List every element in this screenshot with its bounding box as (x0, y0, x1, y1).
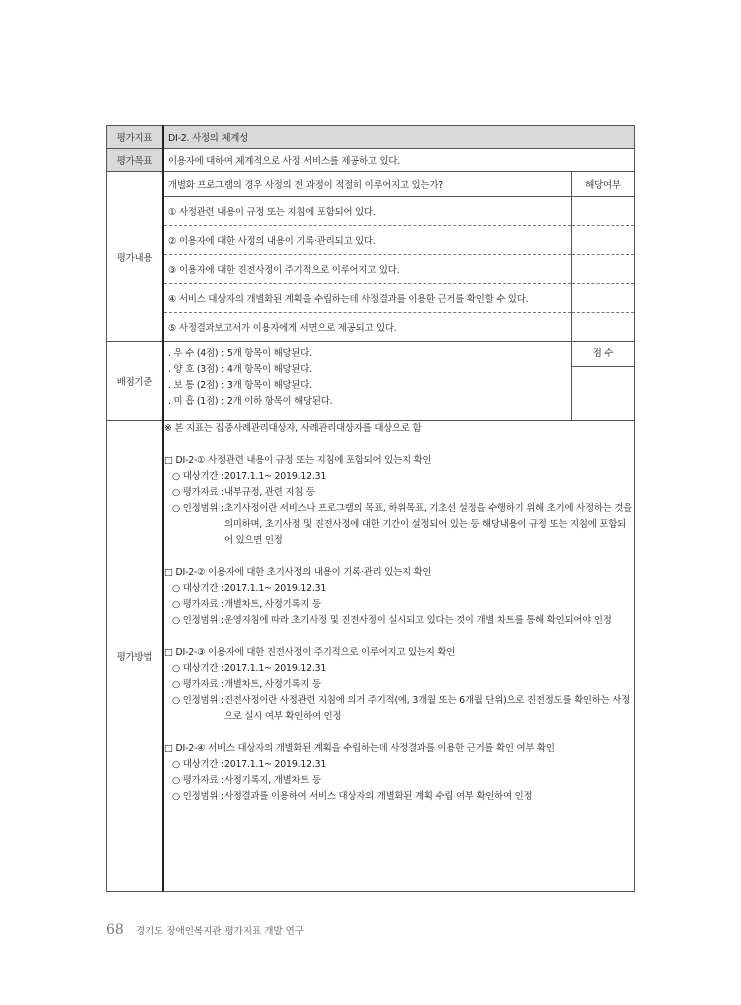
method-item-value: 진전사정이란 사정관련 지침에 의거 주기적(예, 3개월 또는 6개월 단위)으로 진전정도를 확인하는 사정으로 실시 여부 확인하여 인정 (223, 695, 630, 722)
method-item-value: 사정결과를 이용하여 서비스 대상자의 개별화된 계획 수립 여부 확인하여 인정 (223, 791, 533, 802)
method-item-value: 2017.1.1~ 2019.12.31 (223, 583, 327, 594)
method-item-key: ○ 인정범위 : (172, 791, 224, 802)
goal-row (107, 149, 635, 172)
score-box (571, 342, 634, 420)
method-item-key: ○ 평가자료 : (172, 487, 224, 498)
method-item-key: ○ 대상기간 : (172, 583, 224, 594)
method-section-title: □ DI-2-④ 서비스 대상자의 개별화된 계획을 수립하는데 사정결과를 이용한 근거를 확인 여부 확인 (164, 743, 555, 754)
method-section (164, 645, 634, 725)
method-item (164, 597, 634, 613)
method-item-value: 2017.1.1~ 2019.12.31 (223, 663, 327, 674)
method-item-value: 개별차트, 사정기록지 등 (223, 599, 321, 610)
method-item-value: 내부규정, 관련 지침 등 (223, 487, 315, 498)
check-cell (572, 226, 635, 255)
content-checklist (164, 172, 634, 341)
criteria-label: 배점기준 (107, 342, 164, 421)
method-row (107, 421, 635, 892)
method-item (164, 661, 634, 677)
method-item-key: ○ 평가자료 : (172, 679, 224, 690)
method-section-title: □ DI-2-② 이용자에 대한 초기사정의 내용이 기록·관리 있는지 확인 (164, 567, 432, 578)
check-cell (572, 197, 635, 226)
content-item (164, 226, 634, 255)
content-item-text: ⑤ 사정결과보고서가 이용자에게 서면으로 제공되고 있다. (168, 323, 397, 334)
method-item (164, 469, 634, 485)
method-item-key: ○ 평가자료 : (172, 775, 224, 786)
content-label: 평가내용 (107, 172, 164, 342)
method-section (164, 453, 634, 549)
footer-title: 경기도 장애인복지관 평가지표 개발 연구 (135, 926, 304, 937)
method-item (164, 613, 634, 629)
method-section-title: □ DI-2-③ 이용자에 대한 진전사정이 주기적으로 이루어지고 있는지 확인 (164, 647, 456, 658)
content-cell (163, 172, 635, 342)
method-cell (163, 421, 635, 892)
content-item-text: ④ 서비스 대상자의 개별화된 계획을 수립하는데 사정결과를 이용한 근거를 확인할 수 있다. (164, 284, 572, 313)
method-item-key: ○ 대상기간 : (172, 759, 224, 770)
content-item (164, 197, 634, 226)
evaluation-table (106, 125, 635, 892)
method-item-value: 운영지침에 따라 초기사정 및 진전사정이 실시되고 있다는 것이 개별 차트를 통해 확인되어야 인정 (223, 615, 612, 626)
method-item-value: 개별차트, 사정기록지 등 (223, 679, 321, 690)
content-question: 개별화 프로그램의 경우 사정의 전 과정이 적절히 이루어지고 있는가? (164, 172, 572, 197)
method-item-value: 사정기록지, 개별차트 등 (223, 775, 321, 786)
check-header: 해당여부 (572, 172, 635, 197)
method-item-key: ○ 대상기간 : (172, 471, 224, 482)
criteria-list (164, 342, 571, 420)
score-header: 점 수 (572, 342, 634, 367)
method-item-value: 2017.1.1~ 2019.12.31 (223, 471, 327, 482)
content-item-text: ② 이용자에 대한 사정의 내용이 기록·관리되고 있다. (164, 226, 572, 255)
indicator-label: 평가지표 (107, 126, 164, 149)
method-item-value: 2017.1.1~ 2019.12.31 (223, 759, 327, 770)
criteria-row (107, 342, 635, 421)
method-item (164, 773, 634, 789)
method-item-key: ○ 인정범위 : (172, 615, 224, 626)
criteria-item: . 보 통 (2점) : 3개 항목이 해당된다. (168, 380, 312, 391)
check-cell (572, 313, 635, 342)
method-section (164, 741, 634, 805)
page-number: 68 (106, 922, 124, 938)
content-item-text: ① 사정관련 내용이 규정 또는 지침에 포함되어 있다. (164, 197, 572, 226)
goal-label: 평가목표 (107, 149, 164, 172)
method-item-value: 초기사정이란 서비스나 프로그램의 목표, 하위목표, 기초선 설정을 수행하기 위해 초기에 사정하는 것을 의미하며, 초기사정 및 진전사정에 대한 기간이 설정되어 있는 등 해당내용이 규정 또는 지침에 포함되어 있으면 인정 (223, 503, 633, 546)
method-item (164, 581, 634, 597)
content-row (107, 172, 635, 342)
indicator-row (107, 126, 635, 149)
criteria-item: . 우 수 (4점) : 5개 항목이 해당된다. (168, 348, 312, 359)
method-item-key: ○ 대상기간 : (172, 663, 224, 674)
method-item (164, 501, 634, 549)
criteria-item: . 미 흡 (1점) : 2개 이하 항목이 해당된다. (168, 396, 333, 407)
indicator-value: DI-2. 사정의 체계성 (163, 126, 635, 149)
method-item (164, 757, 634, 773)
content-item (164, 255, 634, 284)
content-item (164, 313, 634, 342)
check-cell (572, 255, 635, 284)
method-section (164, 565, 634, 629)
page-footer (106, 922, 304, 938)
criteria-item: . 양 호 (3점) : 4개 항목이 해당된다. (168, 364, 312, 375)
method-item (164, 485, 634, 501)
method-note: ※ 본 지표는 집중사례관리대상자, 사례관리대상자를 대상으로 함 (164, 423, 422, 434)
content-question-row (164, 172, 634, 197)
method-item-key: ○ 인정범위 : (172, 695, 224, 706)
content-item-text: ③ 이용자에 대한 진전사정이 주기적으로 이루어지고 있다. (164, 255, 572, 284)
check-cell (572, 284, 635, 313)
criteria-cell (163, 342, 635, 421)
content-item (164, 284, 634, 313)
score-value (572, 367, 634, 420)
method-item (164, 789, 634, 805)
method-item (164, 693, 634, 725)
method-item-key: ○ 인정범위 : (172, 503, 224, 514)
goal-value: 이용자에 대하여 체계적으로 사정 서비스를 제공하고 있다. (163, 149, 635, 172)
method-section-title: □ DI-2-① 사정관련 내용이 규정 또는 지침에 포함되어 있는지 확인 (164, 455, 432, 466)
method-label: 평가방법 (107, 421, 164, 892)
method-item (164, 677, 634, 693)
method-item-key: ○ 평가자료 : (172, 599, 224, 610)
